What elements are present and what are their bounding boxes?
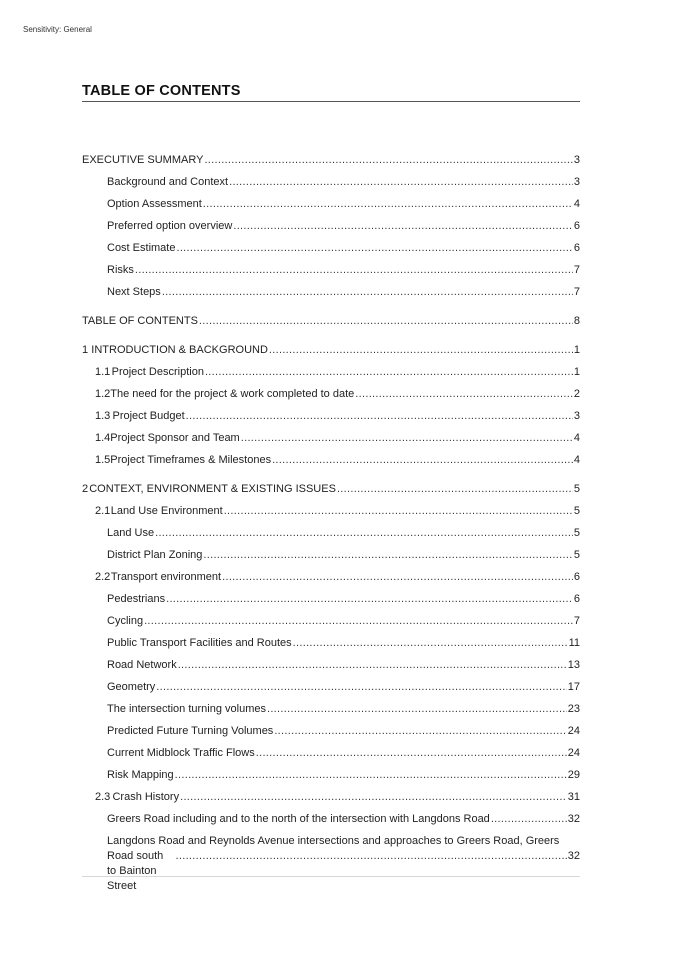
toc-entry-label: Predicted Future Turning Volumes [107, 725, 274, 737]
toc-entry-page: 4 [573, 432, 580, 444]
toc-entry-label: Greers Road including and to the north of the intersection with Langdons Road [107, 813, 490, 825]
toc-leader-dots [233, 219, 573, 233]
toc-entry-label: Land Use [107, 527, 155, 539]
toc-entry-page: 3 [573, 410, 580, 422]
toc-entry-label: CONTEXT, ENVIRONMENT & EXISTING ISSUES [89, 483, 336, 495]
toc-leader-dots [155, 526, 573, 540]
toc-entry[interactable] [82, 314, 580, 328]
toc-entry[interactable] [107, 263, 580, 277]
toc-entry-page: 32 [567, 850, 580, 862]
toc-entry-page: 13 [567, 659, 580, 671]
toc-leader-dots [355, 387, 573, 401]
toc-leader-dots [156, 680, 566, 694]
toc-leader-dots [274, 724, 566, 738]
toc-leader-dots [144, 614, 573, 628]
toc-entry-page: 17 [567, 681, 580, 693]
toc-entry-label: Project Timeframes & Milestones [110, 454, 272, 466]
toc-entry-page: 6 [573, 242, 580, 254]
toc-entry[interactable] [95, 409, 580, 423]
toc-leader-dots [176, 241, 572, 255]
toc-entry[interactable] [107, 548, 580, 562]
toc-leader-dots [205, 365, 573, 379]
toc-entry-number: 2.3 [95, 791, 111, 803]
bottom-divider [82, 876, 580, 877]
toc-entry-page: 24 [567, 747, 580, 759]
toc-leader-dots [176, 849, 567, 864]
toc-leader-dots [241, 431, 573, 445]
toc-entry-page: 5 [573, 549, 580, 561]
toc-leader-dots [186, 409, 573, 423]
toc-entry-page: 3 [573, 154, 580, 166]
toc-entry[interactable] [95, 365, 580, 379]
toc-entry-page: 32 [567, 813, 580, 825]
toc-entry[interactable] [107, 746, 580, 760]
toc-entry[interactable] [82, 153, 580, 167]
toc-entry-page: 5 [573, 527, 580, 539]
toc-entry-number: 1 [82, 344, 89, 356]
toc-entry-label: Risk Mapping [107, 769, 174, 781]
toc-entry-label: Project Budget [112, 410, 185, 422]
toc-entry-page: 3 [573, 176, 580, 188]
toc-leader-dots [135, 263, 573, 277]
toc-entry-page: 7 [573, 286, 580, 298]
toc-entry-page: 6 [573, 571, 580, 583]
toc-entry-number: 2.1 [95, 505, 111, 517]
toc-entry-label: TABLE OF CONTENTS [82, 315, 198, 327]
toc-entry-number: 1.4 [95, 432, 111, 444]
toc-entry-page: 6 [573, 220, 580, 232]
toc-leader-dots [491, 812, 567, 826]
toc-entry[interactable] [107, 768, 580, 782]
toc-entry-label: Project Sponsor and Team [110, 432, 240, 444]
toc-entry[interactable] [107, 680, 580, 694]
toc-leader-dots [166, 592, 573, 606]
toc-leader-dots [272, 453, 573, 467]
toc-entry-page: 31 [567, 791, 580, 803]
toc-entry[interactable] [107, 285, 580, 299]
toc-entry-label: Road Network [107, 659, 177, 671]
toc-entry-page: 23 [567, 703, 580, 715]
toc-entry-page: 4 [573, 198, 580, 210]
toc-entry-number: 2 [82, 483, 89, 495]
toc-leader-dots [203, 197, 573, 211]
toc-leader-dots [269, 343, 573, 357]
toc-entry-page: 29 [567, 769, 580, 781]
toc-entry[interactable] [107, 526, 580, 540]
toc-entry-page: 7 [573, 615, 580, 627]
toc-entry-number: 1.2 [95, 388, 111, 400]
toc-entry-label: Geometry [107, 681, 156, 693]
toc-entry-label: Next Steps [107, 286, 161, 298]
toc-entry-label: INTRODUCTION & BACKGROUND [91, 344, 268, 356]
toc-entry-page: 6 [573, 593, 580, 605]
toc-entry-page: 2 [573, 388, 580, 400]
toc-entry[interactable] [95, 431, 580, 445]
toc-leader-dots [199, 314, 573, 328]
toc-entry[interactable] [107, 724, 580, 738]
toc-entry-label: Cost Estimate [107, 242, 176, 254]
toc-entry-label: Cycling [107, 615, 144, 627]
toc-entry-label: District Plan Zoning [107, 549, 203, 561]
toc-entry[interactable] [82, 482, 580, 496]
toc-leader-dots [224, 504, 573, 518]
toc-entry[interactable] [107, 219, 580, 233]
toc-entry[interactable] [95, 453, 580, 467]
toc-entry-page: 11 [568, 637, 580, 649]
toc-entry-page: 7 [573, 264, 580, 276]
toc-entry[interactable] [107, 241, 580, 255]
toc-entry-label: The intersection turning volumes [107, 703, 266, 715]
toc-entry-label: Public Transport Facilities and Routes [107, 637, 292, 649]
toc-entry-page: 5 [573, 483, 580, 495]
toc-leader-dots [337, 482, 573, 496]
toc-entry-label-line1: Langdons Road and Reynolds Avenue intersections and approaches to Greers Road, Greers [107, 835, 560, 847]
toc-entry-page: 5 [573, 505, 580, 517]
toc-entry-number: 2.2 [95, 571, 111, 583]
toc-entry[interactable] [82, 343, 580, 357]
toc-leader-dots [203, 548, 573, 562]
toc-entry[interactable] [95, 570, 580, 584]
toc-entry[interactable] [107, 658, 580, 672]
toc-entry-page: 4 [573, 454, 580, 466]
toc-entry[interactable] [107, 812, 580, 826]
toc-entry-page: 1 [573, 344, 580, 356]
toc-entry-page: 8 [573, 315, 580, 327]
toc-entry-page: 1 [573, 366, 580, 378]
toc-entry[interactable] [95, 387, 580, 401]
toc-entry-label: Option Assessment [107, 198, 202, 210]
toc-entry-label: Transport environment [110, 571, 222, 583]
toc-entry[interactable] [107, 702, 580, 716]
toc-entry-page: 24 [567, 725, 580, 737]
toc-entry-label: Current Midblock Traffic Flows [107, 747, 255, 759]
toc-entry[interactable] [95, 790, 580, 804]
toc-entry-label: Background and Context [107, 176, 229, 188]
toc-entry-label: Preferred option overview [107, 220, 233, 232]
toc-entry-label: Risks [107, 264, 134, 276]
toc-entry-number: 1.1 [95, 366, 111, 378]
toc-entry-label: Project Description [111, 366, 204, 378]
toc-leader-dots [229, 175, 573, 189]
toc-leader-dots [293, 636, 568, 650]
toc-entry-number: 1.5 [95, 454, 111, 466]
toc-entry-label-line2: Road south to Bainton Street [107, 850, 164, 892]
toc-entry-label: EXECUTIVE SUMMARY [82, 154, 204, 166]
page-title: TABLE OF CONTENTS [82, 83, 580, 102]
toc-leader-dots [256, 746, 567, 760]
toc-leader-dots [204, 153, 572, 167]
toc-entry[interactable] [95, 504, 580, 518]
toc-entry[interactable] [107, 197, 580, 211]
toc-entry-multiline[interactable] [107, 834, 580, 894]
toc-entry[interactable] [107, 592, 580, 606]
toc-entry[interactable] [107, 175, 580, 189]
toc-entry-label: Crash History [112, 791, 180, 803]
toc-entry[interactable] [107, 614, 580, 628]
toc-leader-dots [267, 702, 567, 716]
toc-entry-label: The need for the project & work completed to date [110, 388, 355, 400]
sensitivity-label: Sensitivity: General [23, 25, 92, 34]
toc-leader-dots [222, 570, 573, 584]
toc-leader-dots [175, 768, 567, 782]
toc-entry-number: 1.3 [95, 410, 111, 422]
toc-entry-label: Land Use Environment [110, 505, 223, 517]
toc-leader-dots [178, 658, 567, 672]
toc-leader-dots [180, 790, 567, 804]
toc-entry-label: Pedestrians [107, 593, 166, 605]
toc-entry[interactable] [107, 636, 580, 650]
toc-leader-dots [162, 285, 573, 299]
